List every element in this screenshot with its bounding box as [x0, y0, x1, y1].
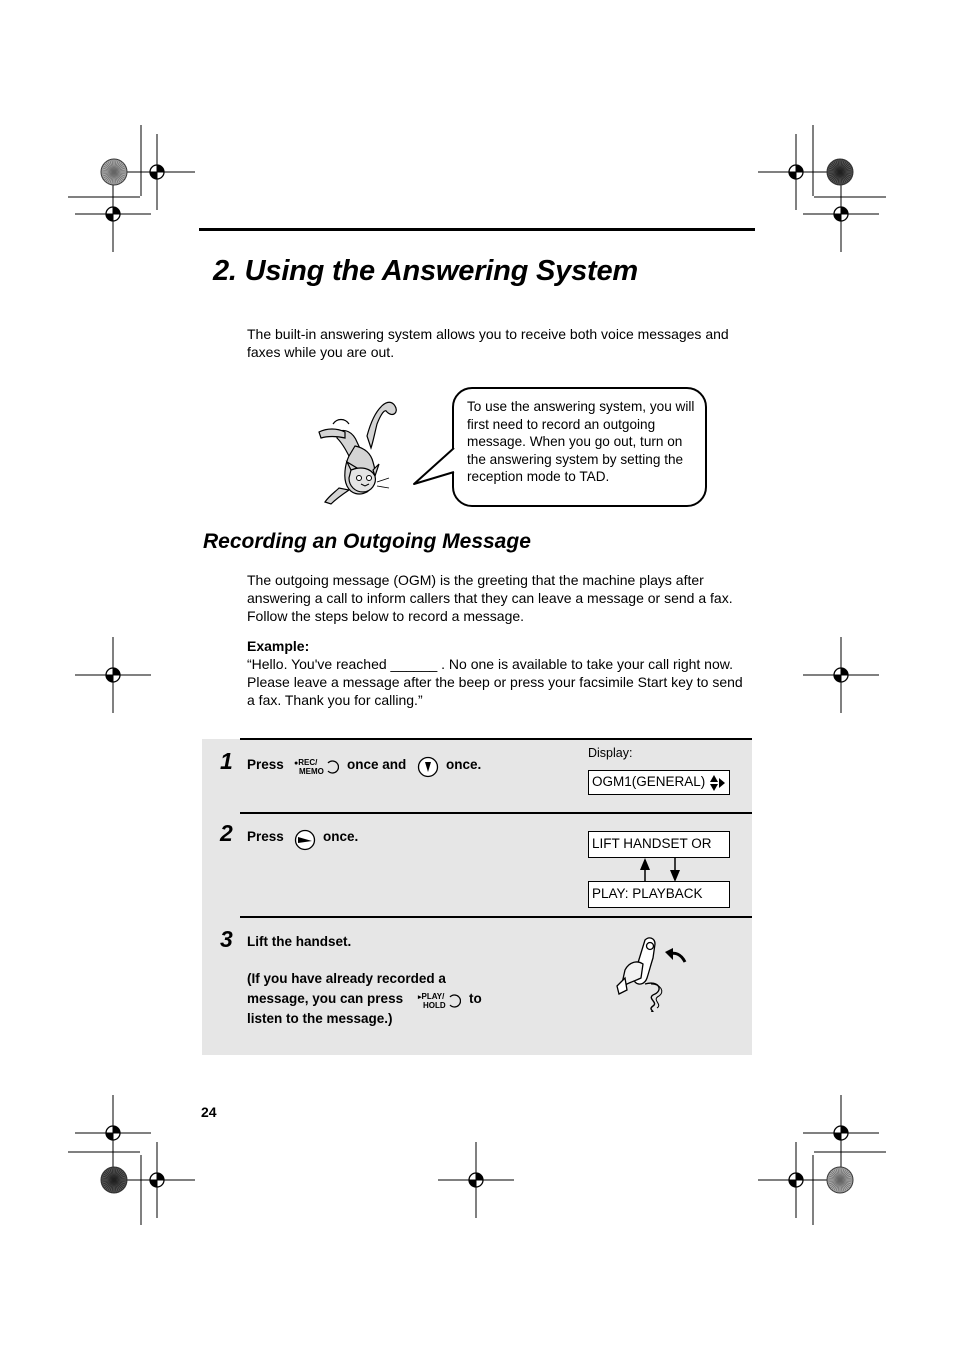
star-target-mark [101, 159, 127, 185]
play-hold-key-bottom: HOLD [423, 1001, 446, 1010]
display-label: Display: [588, 746, 633, 760]
rec-memo-button-icon [325, 760, 339, 774]
crosshair-mark [758, 1142, 834, 1218]
crosshair-mark [75, 176, 151, 252]
page-title: 2. Using the Answering System [213, 255, 639, 287]
alternating-arrows-icon [636, 858, 686, 882]
step-divider [240, 738, 752, 740]
crosshair-mark [75, 1095, 151, 1171]
step1-press: Press [247, 757, 284, 772]
crosshair-mark [758, 134, 834, 210]
cat-illustration [315, 398, 405, 506]
step-divider [240, 916, 752, 918]
lcd-display-ogm [588, 770, 730, 795]
rec-memo-key[interactable]: ●REC/ MEMO [294, 757, 344, 779]
step1-once-and: once and [347, 757, 407, 772]
step3-line3: message, you can press [247, 991, 404, 1006]
play-hold-key-top: PLAY/ [421, 992, 445, 1001]
star-target-mark [827, 1167, 853, 1193]
example-label: Example: [247, 638, 310, 654]
step-number: 2 [220, 820, 233, 846]
star-target-mark [827, 159, 853, 185]
step-divider [240, 812, 752, 814]
scroll-arrows-icon [708, 773, 726, 793]
title-rule [199, 228, 755, 231]
play-hold-button-icon [447, 994, 461, 1008]
crosshair-mark [438, 1142, 514, 1218]
step-number: 1 [220, 748, 233, 774]
start-key-icon[interactable] [294, 829, 316, 851]
lcd-display-play: PLAY: PLAYBACK [588, 881, 730, 908]
intro-paragraph: The built-in answering system allows you to receive both voice messages and faxes while you are out. [247, 326, 729, 360]
crosshair-mark [75, 637, 151, 713]
step3-to: to [469, 991, 482, 1006]
rec-memo-key-top: REC/ [298, 758, 318, 767]
crosshair-mark [119, 1142, 195, 1218]
crosshair-mark [803, 637, 879, 713]
step1-once: once. [446, 757, 482, 772]
step2-once: once. [323, 829, 359, 844]
example-text: “Hello. You've reached ______ . No one is available to take your call right now. Please leave a message after the beep or press your facsimile Start key to send a fax. Thank you for calling.” [247, 656, 743, 708]
down-arrow-key-icon[interactable] [417, 756, 439, 778]
rec-memo-key-bottom: MEMO [299, 767, 324, 776]
section-title: Recording an Outgoing Message [203, 530, 531, 553]
lcd-text: OGM1(GENERAL) [592, 774, 706, 789]
step2-press: Press [247, 829, 284, 844]
step-number: 3 [220, 926, 233, 952]
step3-line4: listen to the message.) [247, 1011, 393, 1026]
handset-illustration [615, 932, 695, 1012]
step3-line1: Lift the handset. [247, 934, 352, 949]
crosshair-mark [803, 1095, 879, 1171]
play-hold-key[interactable]: ▸PLAY/ HOLD [418, 991, 464, 1013]
crosshair-mark [803, 176, 879, 252]
star-target-mark [101, 1167, 127, 1193]
speech-bubble-tail [412, 446, 458, 488]
speech-bubble-text: To use the answering system, you will first need to record an outgoing message. When you go out, turn on the answering system by setting the reception mode to TAD. [467, 399, 695, 485]
step3-line2: (If you have already recorded a [247, 971, 446, 986]
crosshair-mark [119, 134, 195, 210]
lcd-display-lift: LIFT HANDSET OR [588, 831, 730, 858]
page-number: 24 [201, 1104, 217, 1120]
section-body: The outgoing message (OGM) is the greeting that the machine plays after answering a call to inform callers that they can leave a message or send a fax. Follow the steps below to record a message. [247, 572, 733, 624]
